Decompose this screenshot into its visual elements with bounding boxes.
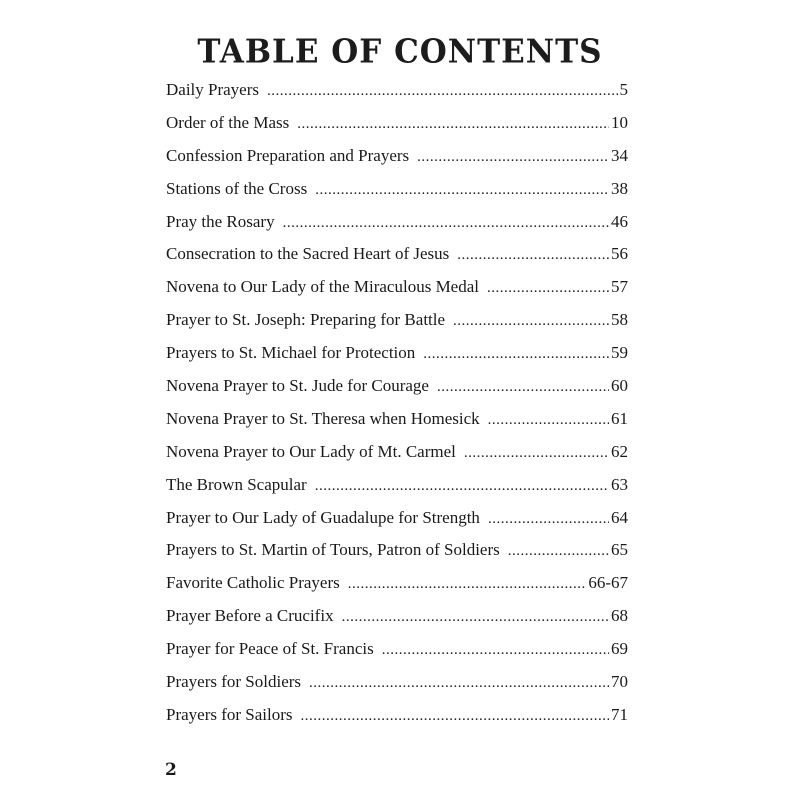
dot-leader bbox=[464, 440, 609, 466]
toc-entry-page: 5 bbox=[619, 80, 628, 99]
toc-entry bbox=[166, 241, 628, 274]
dot-leader bbox=[342, 604, 609, 630]
dot-leader bbox=[423, 341, 609, 367]
toc-entry bbox=[166, 505, 628, 538]
toc-entry-page: 56 bbox=[611, 244, 628, 264]
toc-entry bbox=[166, 110, 628, 143]
dot-leader bbox=[508, 538, 609, 564]
toc-entry bbox=[166, 406, 628, 439]
toc-entry bbox=[166, 209, 628, 242]
toc-entry-page: 58 bbox=[611, 310, 628, 330]
dot-leader bbox=[315, 177, 609, 203]
toc-entry bbox=[166, 274, 628, 307]
toc-entry bbox=[166, 143, 628, 176]
dot-leader bbox=[382, 637, 609, 663]
toc-entry bbox=[166, 537, 628, 570]
toc-entry bbox=[166, 702, 628, 735]
dot-leader bbox=[437, 374, 609, 400]
dot-leader bbox=[283, 210, 609, 236]
toc-entry bbox=[166, 636, 628, 669]
toc-entry-page: 68 bbox=[611, 606, 628, 626]
dot-leader bbox=[488, 506, 609, 532]
toc-entry-title: Prayer to St. Joseph: Preparing for Battle bbox=[166, 310, 446, 330]
toc-list bbox=[166, 77, 628, 735]
toc-entry bbox=[166, 439, 628, 472]
dot-leader bbox=[457, 242, 609, 268]
toc-entry bbox=[166, 669, 628, 702]
toc-entry-title: Favorite Catholic Prayers bbox=[166, 573, 340, 593]
toc-entry-page: 65 bbox=[611, 540, 628, 560]
toc-entry-page: 38 bbox=[611, 178, 628, 198]
toc-entry-page: 66-67 bbox=[588, 573, 628, 593]
toc-entry-page: 70 bbox=[611, 672, 628, 692]
toc-entry-page: 69 bbox=[611, 639, 628, 659]
toc-entry-title: The Brown Scapular bbox=[166, 474, 307, 494]
dot-leader bbox=[309, 670, 609, 696]
toc-entry-title: Prayer for Peace of St. Francis bbox=[166, 639, 374, 659]
dot-leader bbox=[301, 703, 609, 729]
toc-entry-title: Prayer Before a Crucifix bbox=[166, 606, 334, 626]
toc-entry-title: Prayers to St. Michael for Protection bbox=[166, 343, 416, 363]
toc-entry-title: Novena Prayer to St. Jude for Courage bbox=[166, 376, 429, 396]
dot-leader bbox=[453, 308, 609, 334]
toc-entry-title: Prayers to St. Martin of Tours, Patron of Soldiers bbox=[166, 540, 500, 560]
toc-entry-page: 59 bbox=[611, 343, 628, 363]
toc-entry-title: Prayers for Sailors bbox=[166, 704, 293, 724]
dot-leader bbox=[267, 78, 617, 104]
toc-entry-title: Prayers for Soldiers bbox=[166, 672, 302, 692]
toc-entry-title: Order of the Mass bbox=[166, 112, 290, 132]
toc-entry bbox=[166, 373, 628, 406]
page-title: TABLE OF CONTENTS bbox=[197, 33, 603, 71]
dot-leader bbox=[487, 275, 609, 301]
toc-entry bbox=[166, 176, 628, 209]
toc-entry bbox=[166, 472, 628, 505]
toc-entry-title: Novena Prayer to Our Lady of Mt. Carmel bbox=[166, 441, 456, 461]
toc-entry-title: Stations of the Cross bbox=[166, 178, 308, 198]
dot-leader bbox=[417, 144, 609, 170]
toc-entry-page: 34 bbox=[611, 145, 628, 165]
toc-entry-title: Confession Preparation and Prayers bbox=[166, 145, 410, 165]
toc-entry-page: 61 bbox=[611, 408, 628, 428]
toc-entry-page: 60 bbox=[611, 376, 628, 396]
toc-entry-title: Pray the Rosary bbox=[166, 211, 275, 231]
toc-entry-title: Prayer to Our Lady of Guadalupe for Strength bbox=[166, 507, 480, 527]
dot-leader bbox=[297, 111, 609, 137]
toc-entry bbox=[166, 570, 628, 603]
toc-entry-page: 62 bbox=[611, 441, 628, 461]
toc-entry-page: 10 bbox=[611, 112, 628, 132]
dot-leader bbox=[348, 571, 587, 597]
toc-entry-page: 57 bbox=[611, 277, 628, 297]
toc-entry-page: 64 bbox=[611, 507, 628, 527]
toc-entry bbox=[166, 340, 628, 373]
toc-entry-page: 46 bbox=[611, 211, 628, 231]
toc-entry bbox=[166, 77, 628, 110]
toc-entry bbox=[166, 307, 628, 340]
toc-entry-page: 63 bbox=[611, 474, 628, 494]
dot-leader bbox=[315, 473, 609, 499]
toc-entry-page: 71 bbox=[611, 704, 628, 724]
toc-entry-title: Novena to Our Lady of the Miraculous Medal bbox=[166, 277, 479, 297]
toc-entry-title: Daily Prayers bbox=[166, 80, 260, 99]
toc-entry-title: Novena Prayer to St. Theresa when Homesick bbox=[166, 408, 480, 428]
dot-leader bbox=[488, 407, 609, 433]
toc-entry-title: Consecration to the Sacred Heart of Jesus bbox=[166, 244, 450, 264]
page-number: 2 bbox=[165, 760, 177, 780]
toc-entry bbox=[166, 603, 628, 636]
